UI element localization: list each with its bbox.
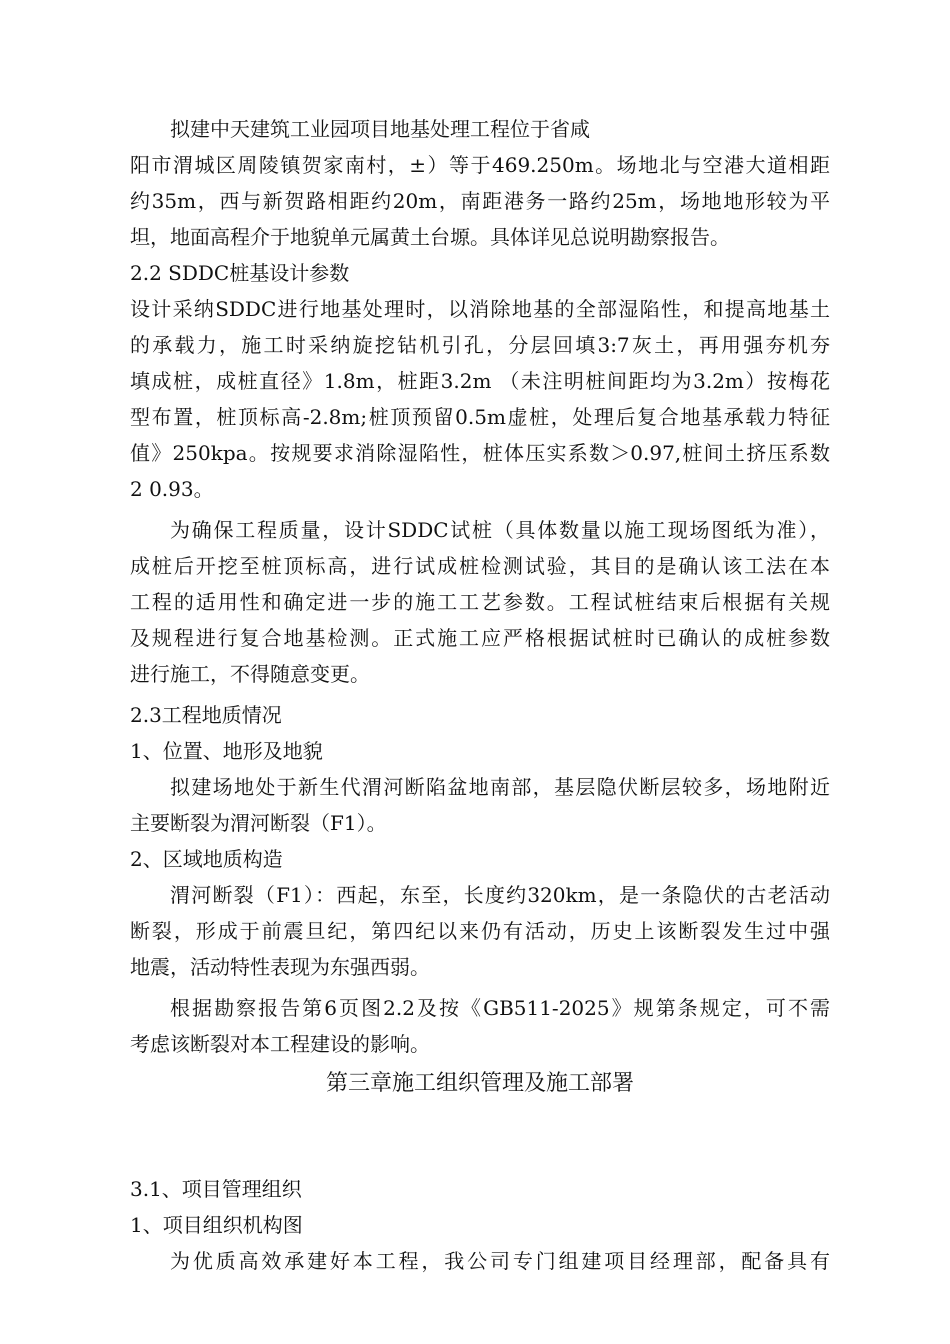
para3-line-1: 为确保工程质量，设计SDDC试桩（具体数量以施工现场图纸为准），: [170, 518, 830, 542]
sub1-line-1: 拟建场地处于新生代渭河断陷盆地南部，基层隐伏断层较多，场地附近: [170, 775, 830, 799]
para3-line-4: 及规程进行复合地基检测。正式施工应严格根据试桩时已确认的成桩参数: [130, 626, 830, 650]
para3-line-2: 成桩后开挖至桩顶标高，进行试成桩检测试验，其目的是确认该工法在本: [130, 554, 830, 578]
para2-line-4: 型布置，桩顶标高-2.8m;桩顶预留0.5m虚桩，处理后复合地基承载力特征: [130, 405, 830, 429]
para4-line-2: 考虑该断裂对本工程建设的影响。: [130, 1032, 430, 1056]
para2-line-5: 值》250kpa。按规要求消除湿陷性，桩体压实系数＞0.97,桩间土挤压系数: [130, 441, 830, 465]
para1-line-2: 阳市渭城区周陵镇贺家南村，±）等于469.250m。场地北与空港大道相距: [130, 153, 830, 177]
sub2-line-1: 渭河断裂（F1）：西起，东至，长度约320km，是一条隐伏的古老活动: [170, 883, 830, 907]
para1-line-4: 坦，地面高程介于地貌单元属黄土台塬。具体详见总说明勘察报告。: [130, 225, 730, 249]
sub1-line-2: 主要断裂为渭河断裂（F1）。: [130, 811, 387, 835]
sub2-line-3: 地震，活动特性表现为东强西弱。: [130, 955, 430, 979]
para5-line-1: 为优质高效承建好本工程，我公司专门组建项目经理部，配备具有: [170, 1249, 830, 1273]
section-3-1-heading: 3.1、项目管理组织: [130, 1177, 302, 1201]
section-2-2-heading: 2.2 SDDC桩基设计参数: [130, 261, 350, 285]
section-3-1-1-heading: 1、项目组织机构图: [130, 1213, 303, 1237]
para2-line-1: 设计采纳SDDC进行地基处理时，以消除地基的全部湿陷性，和提高地基土: [130, 297, 830, 321]
para2-line-6: 2 0.93。: [130, 477, 214, 501]
section-2-3-heading: 2.3工程地质情况: [130, 703, 282, 727]
para4-line-1: 根据勘察报告第6页图2.2及按《GB511-2025》规第条规定，可不需: [170, 996, 830, 1020]
para3-line-3: 工程的适用性和确定进一步的施工工艺参数。工程试桩结束后根据有关规: [130, 590, 830, 614]
subsection-1-heading: 1、位置、地形及地貌: [130, 739, 323, 763]
para2-line-3: 填成桩，成桩直径》1.8m，桩距3.2m （未注明桩间距均为3.2m）按梅花: [130, 369, 830, 393]
para1-line-3: 约35m，西与新贺路相距约20m，南距港务一路约25m，场地地形较为平: [130, 189, 830, 213]
para2-line-2: 的承载力，施工时采纳旋挖钻机引孔，分层回填3:7灰土，再用强夯机夯: [130, 333, 830, 357]
sub2-line-2: 断裂，形成于前震旦纪，第四纪以来仍有活动，历史上该断裂发生过中强: [130, 919, 830, 943]
chapter-3-title: 第三章施工组织管理及施工部署: [325, 1071, 634, 1096]
subsection-2-heading: 2、区域地质构造: [130, 847, 283, 871]
para1-line-1: 拟建中天建筑工业园项目地基处理工程位于省咸: [170, 117, 590, 141]
para3-line-5: 进行施工，不得随意变更。: [130, 662, 370, 686]
